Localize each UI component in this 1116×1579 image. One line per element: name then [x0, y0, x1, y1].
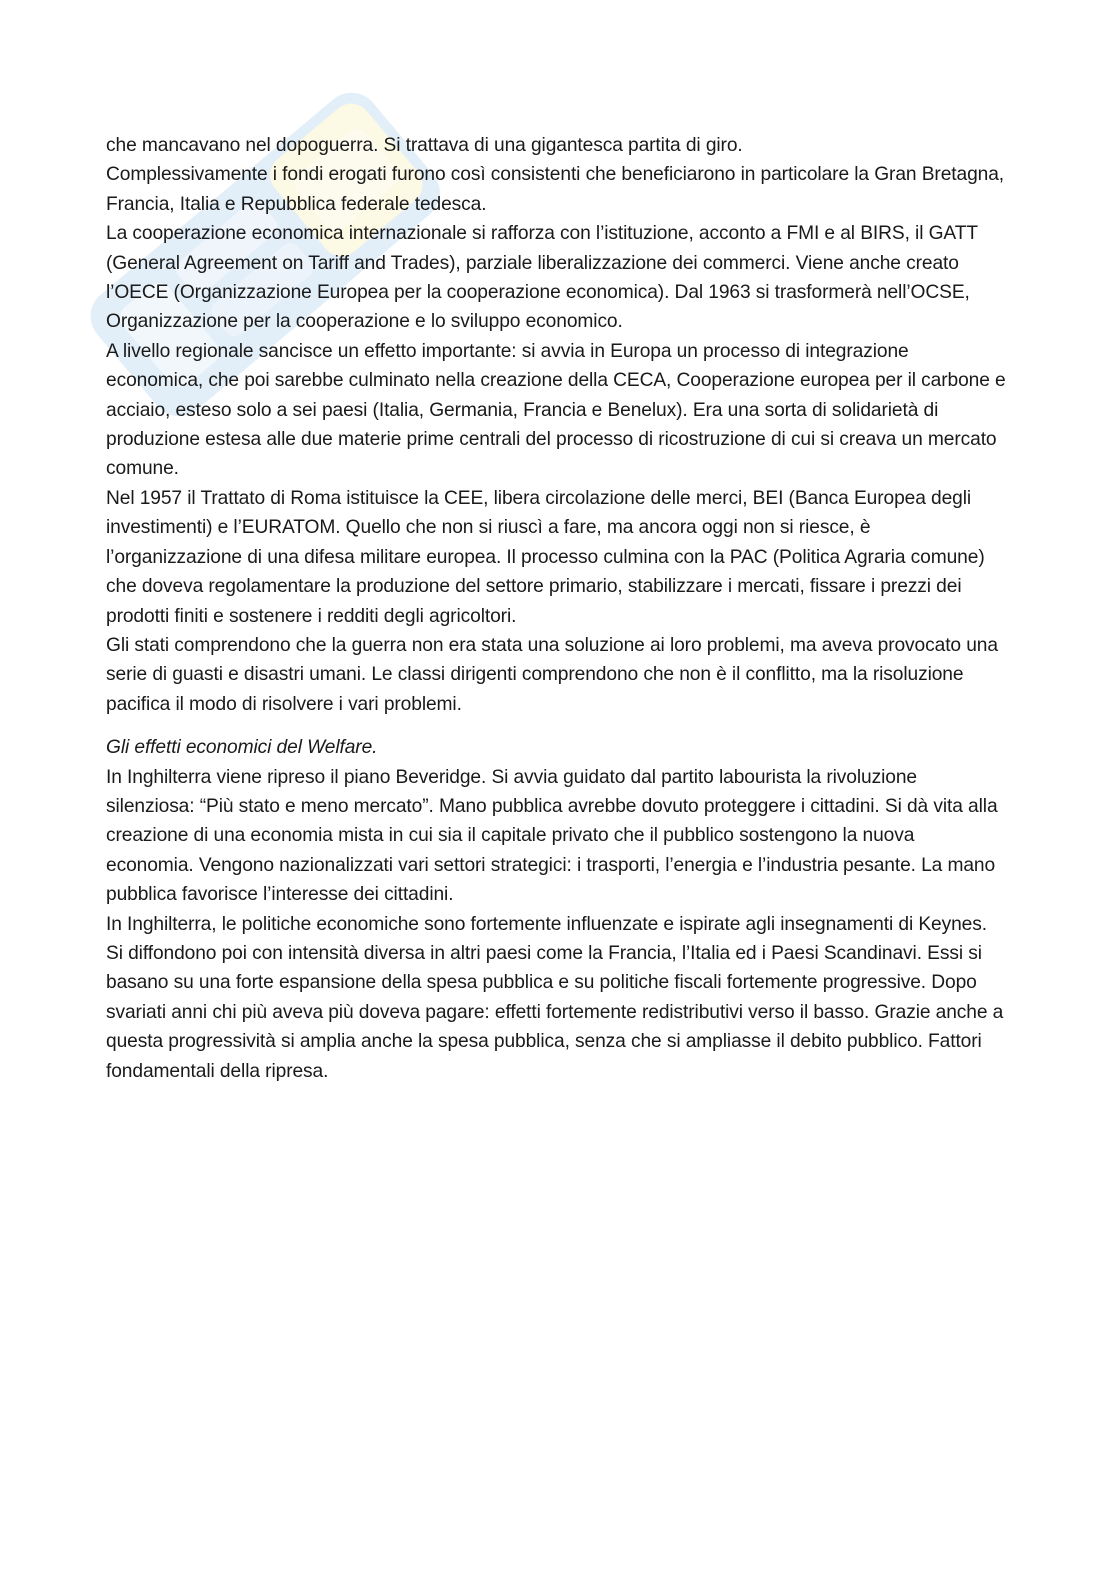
- paragraph-group-2: [106, 763, 1006, 1086]
- paragraph: A livello regionale sancisce un effetto importante: si avvia in Europa un processo di integrazione economica, che poi sarebbe culminato nella creazione della CECA, Cooperazione europea per il carbone e acciaio, esteso solo a sei paesi (Italia, Germania, Francia e Benelux). Era una sorta di solidarietà di produzione estesa alle due materie prime centrali del processo di ricostruzione di cui si creava un mercato comune.: [106, 340, 1006, 480]
- paragraph: che mancavano nel dopoguerra. Si trattava di una gigantesca partita di giro.: [106, 135, 743, 156]
- paragraph-group-1: [106, 131, 1006, 719]
- paragraph: Nel 1957 il Trattato di Roma istituisce la CEE, libera circolazione delle merci, BEI (Banca Europea degli investimenti) e l’EURATOM. Quello che non si riuscì a fare, ma ancora oggi non si riesce, è l’organizzazione di una difesa militare europea. Il processo culmina con la PAC (Politica Agraria comune) che doveva regolamentare la produzione del settore primario, stabilizzare i mercati, fissare i prezzi dei prodotti finiti e sostenere i redditi degli agricoltori.: [106, 487, 985, 627]
- document-body: [106, 131, 1006, 1086]
- paragraph: La cooperazione economica internazionale si rafforza con l’istituzione, acconto a FMI e al BIRS, il GATT (General Agreement on Tariff and Trades), parziale liberalizzazione dei commerci. Viene anche creato l’OECE (Organizzazione Europea per la cooperazione economica). Dal 1963 si trasformerà nell’OCSE, Organizzazione per la cooperazione e lo sviluppo economico.: [106, 223, 978, 333]
- paragraph: In Inghilterra, le politiche economiche sono fortemente influenzate e ispirate agli insegnamenti di Keynes. Si diffondono poi con intensità diversa in altri paesi come la Francia, l’Italia ed i Paesi Scandinavi. Essi si basano su una forte espansione della spesa pubblica e su politiche fiscali fortemente progressive. Dopo svariati anni chi più aveva più doveva pagare: effetti fortemente redistributivi verso il basso. Grazie anche a questa progressività si amplia anche la spesa pubblica, senza che si ampliasse il debito pubblico. Fattori fondamentali della ripresa.: [106, 913, 1004, 1082]
- paragraph: Complessivamente i fondi erogati furono così consistenti che beneficiarono in particolare la Gran Bretagna, Francia, Italia e Repubblica federale tedesca.: [106, 164, 1005, 215]
- paragraph: Gli stati comprendono che la guerra non era stata una soluzione ai loro problemi, ma aveva provocato una serie di guasti e disastri umani. Le classi dirigenti comprendono che non è il conflitto, ma la risoluzione pacifica il modo di risolvere i vari problemi.: [106, 634, 998, 715]
- paragraph: In Inghilterra viene ripreso il piano Beveridge. Si avvia guidato dal partito labourista la rivoluzione silenziosa: “Più stato e meno mercato”. Mano pubblica avrebbe dovuto proteggere i cittadini. Si dà vita alla creazione di una economia mista in cui sia il capitale privato che il pubblico sostengono la nuova economia. Vengono nazionalizzati vari settori strategici: i trasporti, l’energia e l’industria pesante. La mano pubblica favorisce l’interesse dei cittadini.: [106, 766, 998, 906]
- section-heading: Gli effetti economici del Welfare.: [106, 737, 378, 759]
